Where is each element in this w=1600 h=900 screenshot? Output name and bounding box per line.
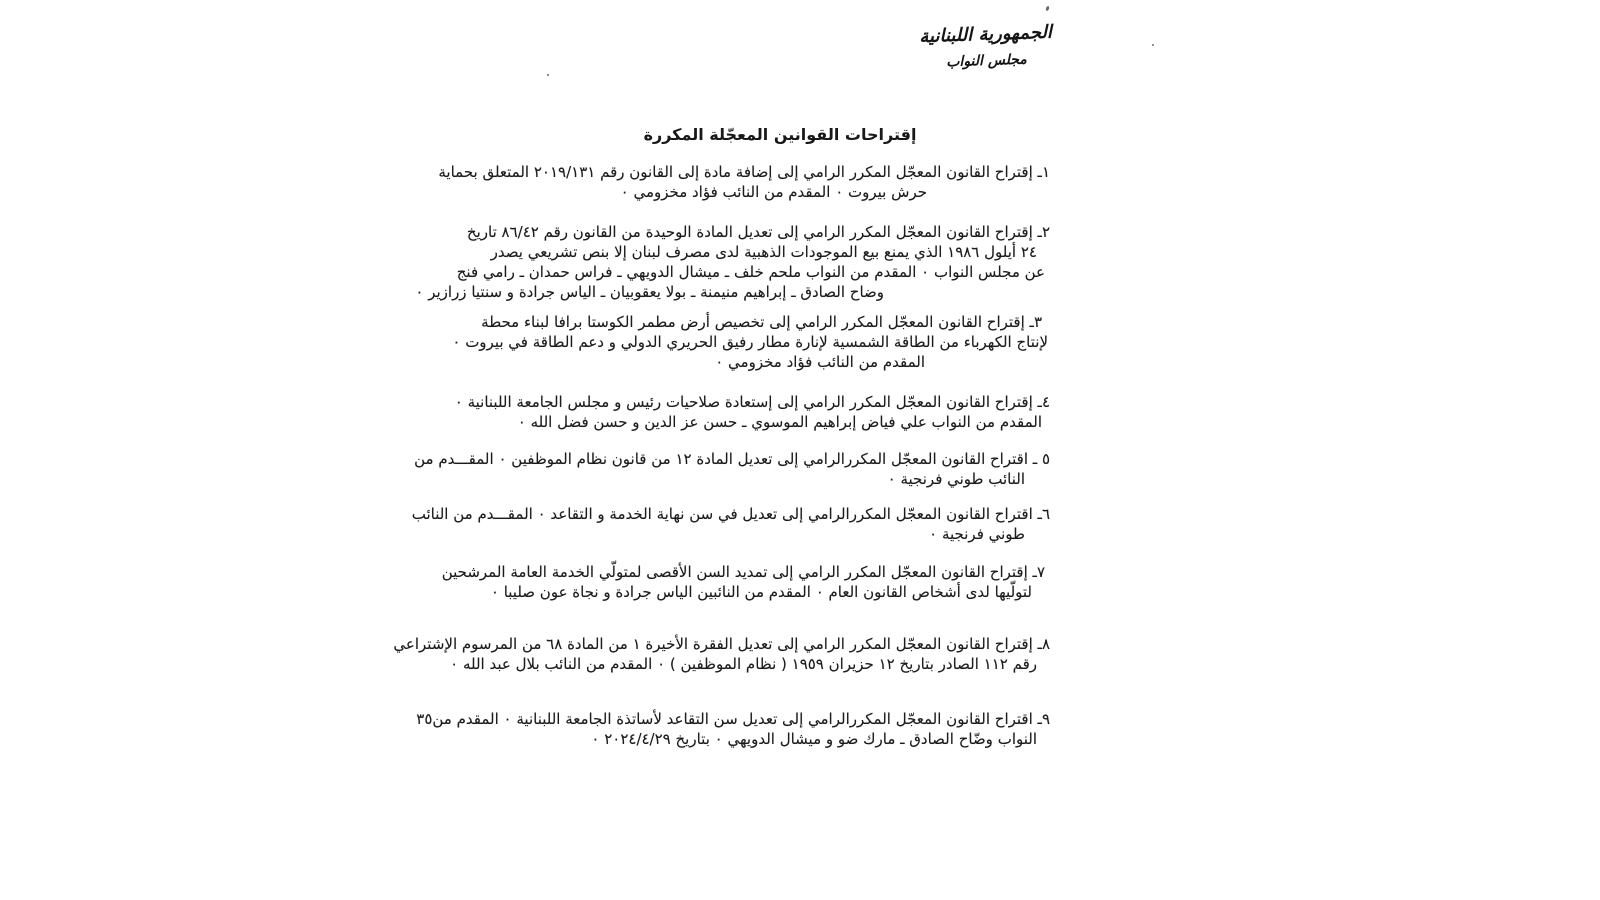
doc-line: عن مجلس النواب ٠ المقدم من النواب ملحم خلف ـ ميشال الدويهي ـ فراس حمدان ـ رامي فنج: [456, 263, 1045, 281]
document-title: إقتراحات القوانين المعجّلة المكررة: [643, 125, 917, 144]
doc-line: ٥ ـ اقتراح القانون المعجّل المكررالرامي إلى تعديل المادة ١٢ من قانون نظام الموظفين ٠ المقـــدم من: [414, 450, 1050, 468]
proposal-item-١: [438, 162, 1050, 202]
scan-speck: [1152, 44, 1154, 46]
doc-line: النائب طوني فرنجية ٠: [887, 470, 1025, 488]
doc-line: وضاح الصادق ـ إبراهيم منيمنة ـ بولا يعقوبيان ـ الياس جرادة و سنتيا زرازير ٠: [415, 283, 884, 301]
doc-line: ٢ـ إقتراح القانون المعجّل المكرر الرامي إلى تعديل المادة الوحيدة من القانون رقم ٨٦/٤٢ تاريخ: [466, 223, 1050, 241]
doc-line: ٩ـ اقتراح القانون المعجّل المكررالرامي إلى تعديل سن التقاعد لأساتذة الجامعة اللبنانية ٠ المقدم من٣٥: [416, 710, 1050, 728]
doc-line: المقدم من النواب علي فياض إبراهيم الموسوي ـ حسن عز الدين و حسن فضل الله ٠: [517, 413, 1042, 431]
doc-line: طوني فرنجية ٠: [929, 525, 1025, 543]
proposal-item-٩: [416, 709, 1050, 749]
doc-line: ٦ـ اقتراح القانون المعجّل المكررالرامي إلى تعديل في سن نهاية الخدمة و التقاعد ٠ المقـــدم من النائب: [411, 505, 1050, 523]
law-proposal-list: [393, 162, 1050, 749]
doc-line: ٣ـ إقتراح القانون المعجّل المكرر الرامي إلى تخصيص أرض مطمر الكوستا برافا لبناء محطة: [481, 313, 1042, 331]
doc-line: ٧ـ إقتراح القانون المعجّل المكرر الرامي إلى تمديد السن الأقصى لمتولّي الخدمة العامة المرشحين: [441, 563, 1045, 581]
doc-line: حرش بيروت ٠ المقدم من النائب فؤاد مخزومي ٠: [620, 183, 927, 201]
letterhead: [885, 17, 1087, 76]
doc-line: رقم ١١٢ الصادر بتاريخ ١٢ حزيران ١٩٥٩ ( نظام الموظفين ) ٠ المقدم من النائب بلال عبد الله ٠: [450, 655, 1037, 673]
doc-line: لتولّيها لدى أشخاص القانون العام ٠ المقدم من النائبين الياس جرادة و نجاة عون صليبا ٠: [490, 583, 1032, 601]
doc-line: المقدم من النائب فؤاد مخزومي ٠: [715, 353, 925, 371]
proposal-item-٢: [415, 222, 1050, 302]
doc-line: ١ـ إقتراح القانون المعجّل المكرر الرامي إلى إضافة مادة إلى القانون رقم ٢٠١٩/١٣١ المتعلق بحماية: [438, 163, 1050, 181]
proposal-item-٨: [393, 634, 1050, 674]
doc-line: ٢٤ أيلول ١٩٨٦ الذي يمنع بيع الموجودات الذهبية لدى مصرف لبنان إلا بنص تشريعي يصدر: [490, 243, 1037, 261]
proposal-item-٦: [411, 504, 1050, 544]
doc-line: ٨ـ إقتراح القانون المعجّل المكرر الرامي إلى تعديل الفقرة الأخيرة ١ من المادة ٦٨ من المرسوم الإشتراعي: [393, 635, 1050, 653]
proposal-item-٧: [441, 562, 1050, 602]
doc-line: ٤ـ إقتراح القانون المعجّل المكرر الرامي إلى إستعادة صلاحيات رئيس و مجلس الجامعة اللبنانية ٠: [454, 393, 1050, 411]
letterhead-republic-calligraphy: الجمهورية اللبنانية: [918, 21, 1053, 48]
proposal-item-٣: [452, 312, 1050, 372]
proposal-item-٥: [414, 449, 1050, 489]
doc-line: النواب وضّاح الصادق ـ مارك ضو و ميشال الدويهي ٠ بتاريخ ٢٠٢٤/٤/٢٩ ٠: [591, 730, 1037, 748]
letterhead-parliament-calligraphy: مجلس النواب: [945, 51, 1028, 71]
scan-speck: [1045, 6, 1050, 12]
scan-speck: [547, 74, 549, 76]
proposal-item-٤: [454, 392, 1050, 432]
doc-line: لإنتاج الكهرباء من الطاقة الشمسية لإنارة مطار رفيق الحريري الدولي و دعم الطاقة في بيروت ٠: [452, 333, 1048, 351]
